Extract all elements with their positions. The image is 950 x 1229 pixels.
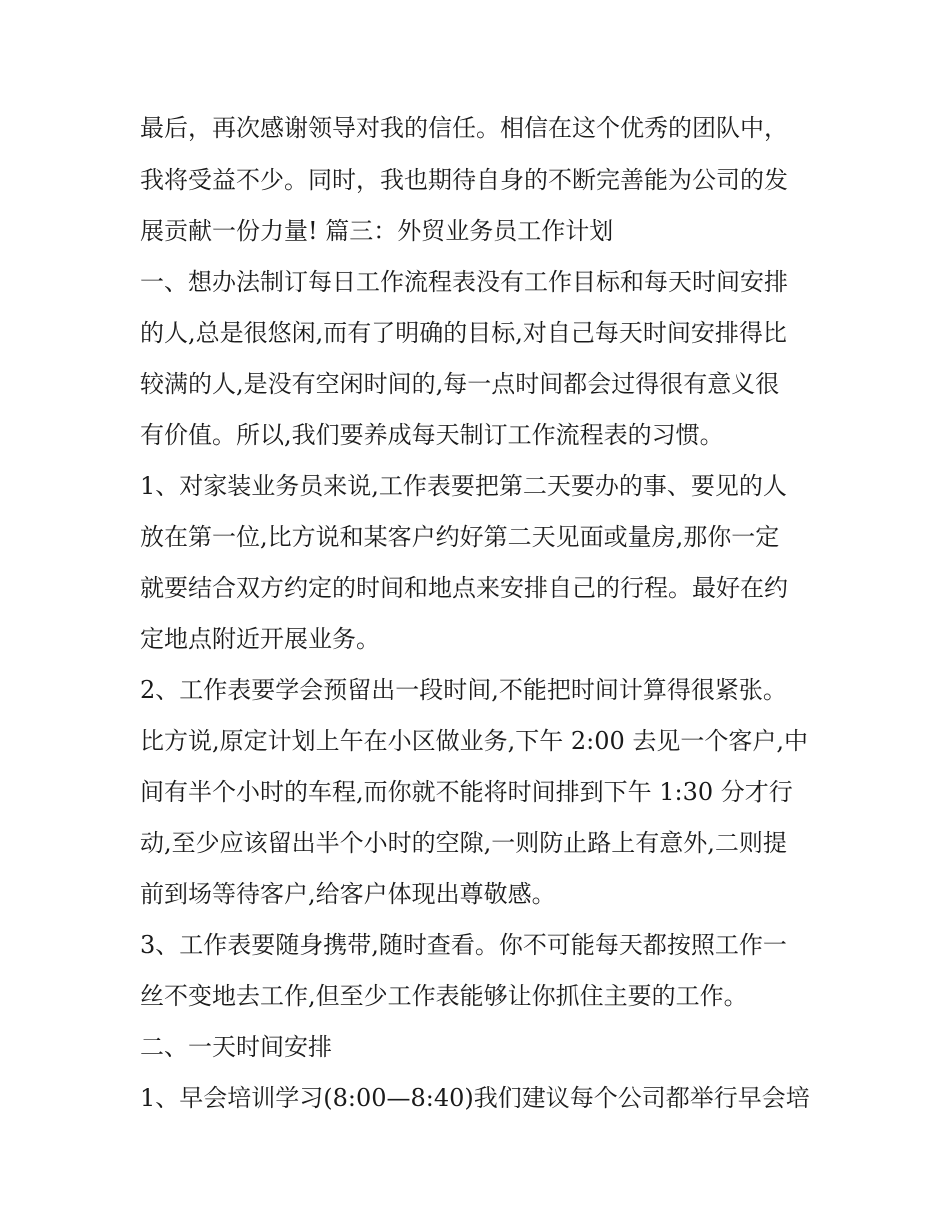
text-line: 有价值。所以,我们要养成每天制订工作流程表的习惯。 xyxy=(140,421,724,449)
text-line: 定地点附近开展业务。 xyxy=(140,625,380,653)
text-line: 1、早会培训学习(8:00—8:40)我们建议每个公司都举行早会培 xyxy=(140,1084,810,1112)
text-line: 较满的人,是没有空闲时间的,每一点时间都会过得很有意义很 xyxy=(140,370,780,398)
text-line: 一、想办法制订每日工作流程表没有工作目标和每天时间安排 xyxy=(140,268,788,296)
text-line: 最后，再次感谢领导对我的信任。相信在这个优秀的团队中， xyxy=(140,114,788,142)
text-line: 我将受益不少。同时，我也期待自身的不断完善能为公司的发 xyxy=(140,166,788,194)
text-line: 2、工作表要学会预留出一段时间,不能把时间计算得很紧张。 xyxy=(140,676,787,704)
text-line: 1、对家装业务员来说,工作表要把第二天要办的事、要见的人 xyxy=(140,472,787,500)
text-line: 3、工作表要随身携带,随时查看。你不可能每天都按照工作一 xyxy=(140,931,787,959)
text-line: 放在第一位,比方说和某客户约好第二天见面或量房,那你一定 xyxy=(140,523,780,551)
text-line: 展贡献一份力量! 篇三：外贸业务员工作计划 xyxy=(140,217,614,245)
text-line: 前到场等待客户,给客户体现出尊敬感。 xyxy=(140,880,556,908)
text-line: 比方说,原定计划上午在小区做业务,下午 2:00 去见一个客户,中 xyxy=(140,727,809,755)
section-heading: 二、一天时间安排 xyxy=(140,1033,332,1061)
text-line: 动,至少应该留出半个小时的空隙,一则防止路上有意外,二则提 xyxy=(140,829,787,857)
text-line: 就要结合双方约定的时间和地点来安排自己的行程。最好在约 xyxy=(140,574,788,602)
text-line: 间有半个小时的车程,而你就不能将时间排到下午 1:30 分才行 xyxy=(140,778,793,806)
text-line: 的人,总是很悠闲,而有了明确的目标,对自己每天时间安排得比 xyxy=(140,319,787,347)
text-line: 丝不变地去工作,但至少工作表能够让你抓住主要的工作。 xyxy=(140,982,748,1010)
